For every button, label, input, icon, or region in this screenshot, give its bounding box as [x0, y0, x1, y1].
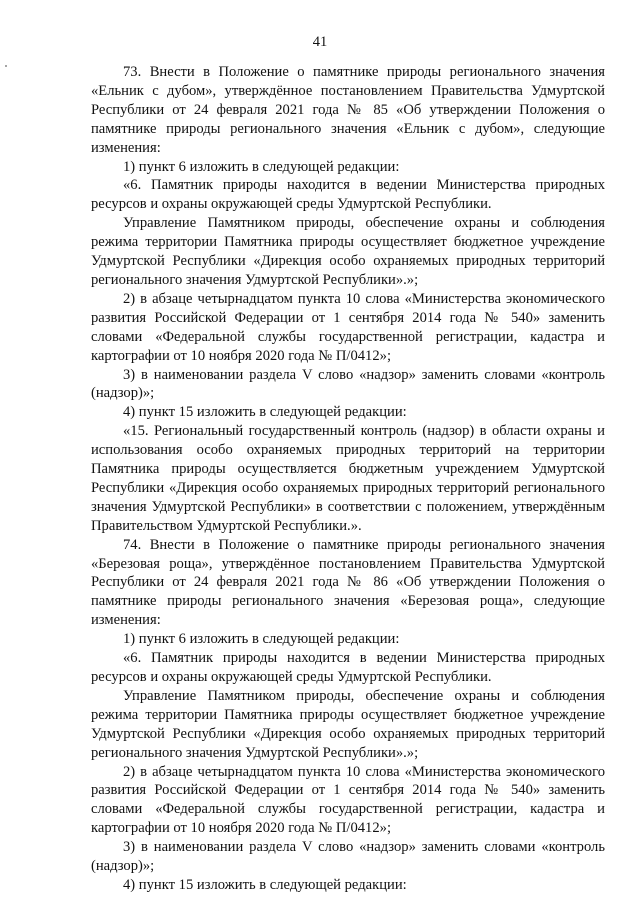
paragraph-73-point-15: «15. Региональный государственный контроль (надзор) в области охраны и использования особо охраняемых природных территорий на территории Памятника природы осуществляется бюджетным учреждением Удмуртской Республики «Дирекция особо охраняемых природных территорий регионального значения Удмуртской Республики» в соответствии с положением, утверждённым Правительством Удмуртской Республики.».	[91, 423, 605, 534]
paragraph-73-point-6: «6. Памятник природы находится в ведении Министерства природных ресурсов и охраны окружающей среды Удмуртской Республики.	[91, 177, 605, 213]
scan-speck	[5, 65, 7, 67]
paragraph-74-item-2: 2) в абзаце четырнадцатом пункта 10 слова «Министерства экономического развития Российской Федерации от 1 сентября 2014 года № 540» заменить словами «Федеральной службы государственной регистрации, кадастра и картографии от 10 ноября 2020 года № П/0412»;	[91, 763, 605, 837]
paragraph-74-management: Управление Памятником природы, обеспечение охраны и соблюдения режима территории Памятника природы осуществляет бюджетное учреждение Удмуртской Республики «Дирекция особо охраняемых природных территорий регионального значения Удмуртской Республики».»;	[91, 687, 605, 761]
paragraph-73-intro: 73. Внести в Положение о памятнике природы регионального значения «Ельник с дубом», утверждённое постановлением Правительства Удмуртской Республики от 24 февраля 2021 года № 85 «Об утверждении Положения о памятнике природы регионального значения «Ельник с дубом», следующие изменения:	[91, 64, 605, 156]
paragraph-73-item-3: 3) в наименовании раздела V слово «надзор» заменить словами «контроль (надзор)»;	[91, 366, 605, 402]
paragraph-74-intro: 74. Внести в Положение о памятнике природы регионального значения «Березовая роща», утверждённое постановлением Правительства Удмуртской Республики от 24 февраля 2021 года № 86 «Об утверждении Положения о памятнике природы регионального значения «Березовая роща», следующие изменения:	[91, 536, 605, 629]
paragraph-74-item-3: 3) в наименовании раздела V слово «надзор» заменить словами «контроль (надзор)»;	[91, 839, 605, 875]
page-number: 41	[312, 34, 328, 50]
paragraph-74-item-4: 4) пункт 15 изложить в следующей редакции:	[123, 876, 407, 893]
document-body	[91, 63, 605, 895]
paragraph-73-management: Управление Памятником природы, обеспечение охраны и соблюдения режима территории Памятника природы осуществляет бюджетное учреждение Удмуртской Республики «Дирекция особо охраняемых природных территорий регионального значения Удмуртской Республики».»;	[91, 215, 605, 288]
paragraph-73-item-2: 2) в абзаце четырнадцатом пункта 10 слова «Министерства экономического развития Российской Федерации от 1 сентября 2014 года № 540» заменить словами «Федеральной службы государственной регистрации, кадастра и картографии от 10 ноября 2020 года № П/0412»;	[91, 290, 605, 364]
paragraph-74-item-1: 1) пункт 6 изложить в следующей редакции:	[123, 631, 400, 648]
paragraph-73-item-4: 4) пункт 15 изложить в следующей редакции:	[123, 404, 407, 421]
paragraph-73-item-1: 1) пункт 6 изложить в следующей редакции:	[123, 158, 400, 175]
paragraph-74-point-6: «6. Памятник природы находится в ведении Министерства природных ресурсов и охраны окружающей среды Удмуртской Республики.	[91, 650, 605, 685]
